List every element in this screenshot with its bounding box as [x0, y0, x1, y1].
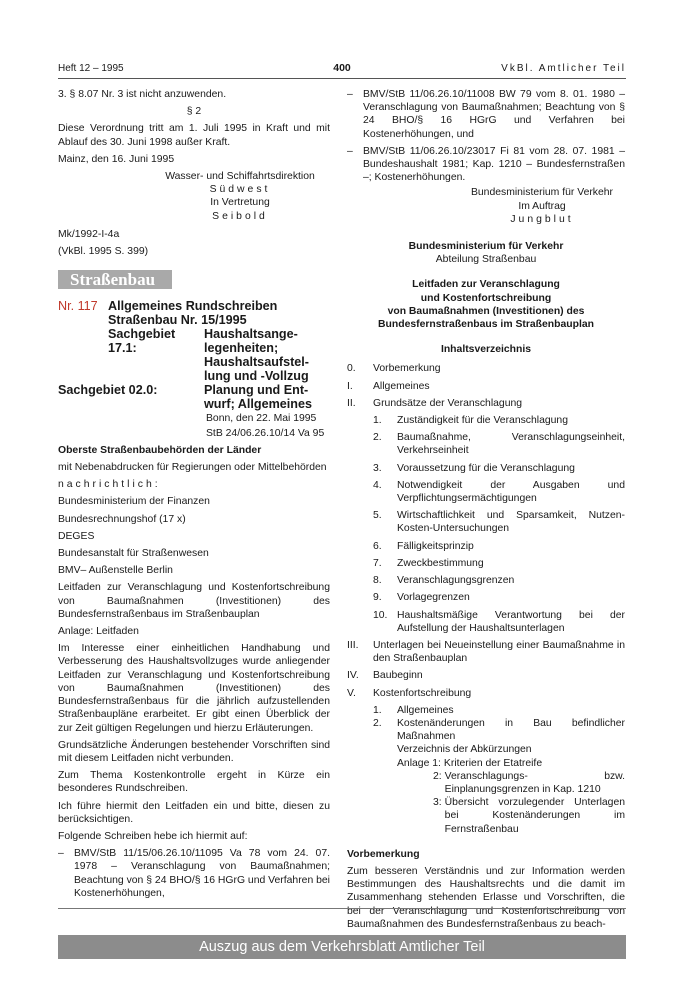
- paragraph: Leitfaden zur Veranschlagung und Kostenfortschreibung von Baumaßnahmen (Investitionen) des Bundesfernstraßenbaus im Straßenbauplan: [58, 582, 330, 620]
- toc-subentry: 10. Haushaltsmäßige Verantwortung bei der Aufstellung der Haushaltsunterlagen: [373, 609, 625, 634]
- paragraph: Bundesrechnungshof (17 x): [58, 513, 186, 525]
- circular-number: Nr. 117: [58, 299, 98, 314]
- file-reference: StB 24/06.26.10/14 Va 95: [206, 427, 325, 439]
- signature-line: Südwest: [209, 184, 271, 196]
- place-date: Mainz, den 16. Juni 1995: [58, 153, 175, 165]
- circular-title: [58, 299, 330, 327]
- reference: (VkBl. 1995 S. 399): [58, 246, 149, 258]
- toc-subentry: 8. Veranschlagungsgrenzen: [373, 575, 515, 587]
- footer-banner: Auszug aus dem Verkehrsblatt Amtlicher Teil: [58, 935, 626, 959]
- list-item: – BMV/StB 11/15/06.26.10/11095 Va 78 vom 24. 07. 1978 – Veranschlagung von Baumaßnahmen; Beachtung von § 24 BHO/§ 16 HGrG und Verfahren bei Kostenerhöhungen,: [58, 848, 330, 899]
- signature-block: [459, 186, 625, 226]
- paragraph: Folgende Schreiben hebe ich hiermit auf:: [58, 830, 248, 842]
- subject-line: Haushaltsaufstel-: [204, 355, 309, 370]
- signature-line: In Vertretung: [210, 197, 270, 209]
- signature-line: Jungblut: [510, 213, 574, 225]
- signature-line: Bundesministerium für Verkehr: [470, 187, 614, 199]
- toc-subentry: 5. Wirtschaftlichkeit und Sparsamkeit, Nutzen-Kosten-Untersuchungen: [373, 510, 625, 535]
- paragraph: 3. § 8.07 Nr. 3 ist nicht anzuwenden.: [58, 89, 227, 100]
- toc-entry: I. Allgemeines: [347, 380, 430, 392]
- section-heading: Vorbemerkung: [347, 848, 420, 860]
- signature-block: [150, 170, 330, 223]
- subject-line: wurf; Allgemeines: [204, 397, 312, 412]
- date-line: Bonn, den 22. Mai 1995: [206, 413, 317, 425]
- journal-label: VkBl. Amtlicher Teil: [501, 63, 626, 74]
- toc-subentry: 4. Notwendigkeit der Ausgaben und Verpflichtungsermächtigungen: [373, 479, 625, 505]
- toc-subentry: 2. Baumaßnahme, Veranschlagungseinheit, Verkehrseinheit: [373, 432, 625, 457]
- subject-area: [58, 383, 330, 411]
- ministry-name: Bundesministerium für Verkehr: [408, 241, 564, 253]
- reference: Mk/1992-I-4a: [58, 228, 120, 240]
- paragraph: Anlage: Leitfaden: [58, 626, 139, 638]
- toc-entry: 0. Vorbemerkung: [347, 363, 441, 375]
- document-title: Leitfaden zur Veranschlagung und Kostenfortschreibung von Baumaßnahmen (Investitionen) des Bundesfernstraßenbaus im Straßenbauplan: [378, 279, 594, 331]
- paragraph: Zum besseren Verständnis und zur Information werden Bestimmungen des Haushaltsrechts und die damit im Zusammenhang stehenden Erlasse und Vorschriften, die bei der Veranschlagung und Kostenfortschreibung von Baumaßnahmen des Bundesfernstraßenbaus zu beach-: [347, 865, 625, 930]
- paragraph: Grundsätzliche Änderungen bestehender Vorschriften sind mit diesem Leitfaden nicht verbunden.: [58, 739, 330, 764]
- signature-line: Wasser- und Schiffahrtsdirektion: [165, 171, 315, 183]
- list-item-text: BMV/StB 11/06.26.10/23017 Fi 81 vom 28. 07. 1981 – Bundeshaushalt 1981; Kap. 1210 – Bundesfernstraßen –; Kostenerhöhungen.: [363, 145, 625, 184]
- page-header: [58, 62, 626, 79]
- toc-entry: III. Unterlagen bei Neueinstellung einer Baumaßnahme in den Straßenbauplan: [347, 639, 625, 665]
- subject-area: [58, 327, 330, 383]
- annex-entry: Anlage 1: Kriterien der Etatreife: [397, 757, 543, 769]
- signature-line: Im Auftrag: [518, 200, 566, 212]
- paragraph: Zum Thema Kostenkontrolle ergeht in Kürze ein besonderes Rundschreiben.: [58, 770, 330, 795]
- paragraph: DEGES: [58, 530, 95, 542]
- subject-key: Sachgebiet 17.1:: [108, 327, 176, 356]
- issue-label: Heft 12 – 1995: [58, 63, 124, 74]
- list-item-text: BMV/StB 11/06.26.10/11008 BW 79 vom 8. 01. 1980 – Veranschlagung von Baumaßnahmen; Beachtung von § 24 BHO/§ 16 HGrG und Verfahren bei Kostenerhöhungen, und: [363, 89, 625, 140]
- subject-line: Planung und Ent-: [204, 383, 309, 398]
- toc-subentry: 1. Zuständigkeit für die Veranschlagung: [373, 415, 568, 427]
- left-column: [58, 88, 330, 900]
- toc-subentry: 3. Voraussetzung für die Veranschlagung: [373, 462, 575, 474]
- paragraph: Diese Verordnung tritt am 1. Juli 1995 in Kraft und mit Ablauf des 30. Juni 1998 außer Kraft.: [58, 123, 330, 148]
- toc-entry: II. Grundsätze der Veranschlagung: [347, 397, 523, 409]
- paragraph: Ich führe hiermit den Leitfaden ein und bitte, diesen zu berücksichtigen.: [58, 800, 330, 825]
- subject-line: legenheiten;: [204, 341, 279, 356]
- department-name: Abteilung Straßenbau: [435, 254, 537, 266]
- toc-subentry: 7. Zweckbestimmung: [373, 557, 484, 569]
- page-number: 400: [333, 62, 351, 74]
- section-mark: § 2: [186, 106, 202, 118]
- title-line: Allgemeines Rundschreiben: [108, 299, 278, 314]
- toc-subentry: 1. Allgemeines: [373, 704, 454, 716]
- signature-line: Seibold: [212, 210, 268, 222]
- toc-subentry: 6. Fälligkeitsprinzip: [373, 540, 474, 552]
- list-item: – BMV/StB 11/06.26.10/23017 Fi 81 vom 28. 07. 1981 – Bundeshaushalt 1981; Kap. 1210 – Bundesfernstraßen –; Kostenerhöhungen.: [347, 145, 625, 184]
- paragraph: mit Nebenabdrucken für Regierungen oder Mittelbehörden: [58, 462, 327, 474]
- toc-subentry: 9. Vorlagegrenzen: [373, 592, 470, 604]
- paragraph: Bundesministerium der Finanzen: [58, 496, 210, 508]
- title-line: Straßenbau Nr. 15/1995: [108, 313, 247, 328]
- annex-entry: 3: Übersicht vorzulegender Unterlagen bei Kostenänderungen im Fernstraßenbau: [433, 797, 625, 835]
- recipient: Oberste Straßenbaubehörden der Länder: [58, 444, 262, 456]
- annex-entry: 2: Veranschlagungs- bzw. Einplanungsgrenzen in Kap. 1210: [433, 770, 625, 795]
- paragraph: BMV– Außenstelle Berlin: [58, 565, 173, 577]
- list-item-text: BMV/StB 11/15/06.26.10/11095 Va 78 vom 24. 07. 1978 – Veranschlagung von Baumaßnahmen; Beachtung von § 24 BHO/§ 16 HGrG und Verfahren bei Kostenerhöhungen,: [74, 848, 330, 899]
- toc-entry: IV. Baubeginn: [347, 670, 423, 682]
- list-item: – BMV/StB 11/06.26.10/11008 BW 79 vom 8. 01. 1980 – Veranschlagung von Baumaßnahmen; Beachtung von § 24 BHO/§ 16 HGrG und Verfahren bei Kostenerhöhungen, und: [347, 89, 625, 140]
- subject-line: lung und -Vollzug: [204, 369, 309, 384]
- toc-heading: Inhaltsverzeichnis: [440, 344, 532, 356]
- toc-entry: V. Kostenfortschreibung: [347, 687, 472, 699]
- paragraph: Im Interesse einer einheitlichen Handhabung und Verbesserung des Haushaltsvollzuges wurde anliegender Leitfaden zur Veranschlagung und Kostenfortschreibung von Baumaßnahmen (Investitionen) des Bundesfernstraßenbaus für die jährlich aufzustellenden Straßenbaupläne erarbeitet. Er gibt einen Überblick der zur Zeit gültigen Regelungen und hierzu Erläuterungen.: [58, 643, 330, 734]
- section-banner: Straßenbau: [58, 270, 172, 289]
- right-column: [347, 88, 625, 935]
- paragraph: Bundesanstalt für Straßenwesen: [58, 548, 209, 560]
- toc-subentry: 2. Kostenänderungen in Bau befindlicher Maßnahmen: [373, 717, 625, 743]
- abbreviations: Verzeichnis der Abkürzungen: [397, 744, 532, 756]
- subject-key: Sachgebiet 02.0:: [58, 383, 158, 398]
- subject-line: Haushaltsange-: [204, 327, 298, 342]
- paragraph: nachrichtlich:: [58, 479, 161, 491]
- divider: [58, 908, 626, 909]
